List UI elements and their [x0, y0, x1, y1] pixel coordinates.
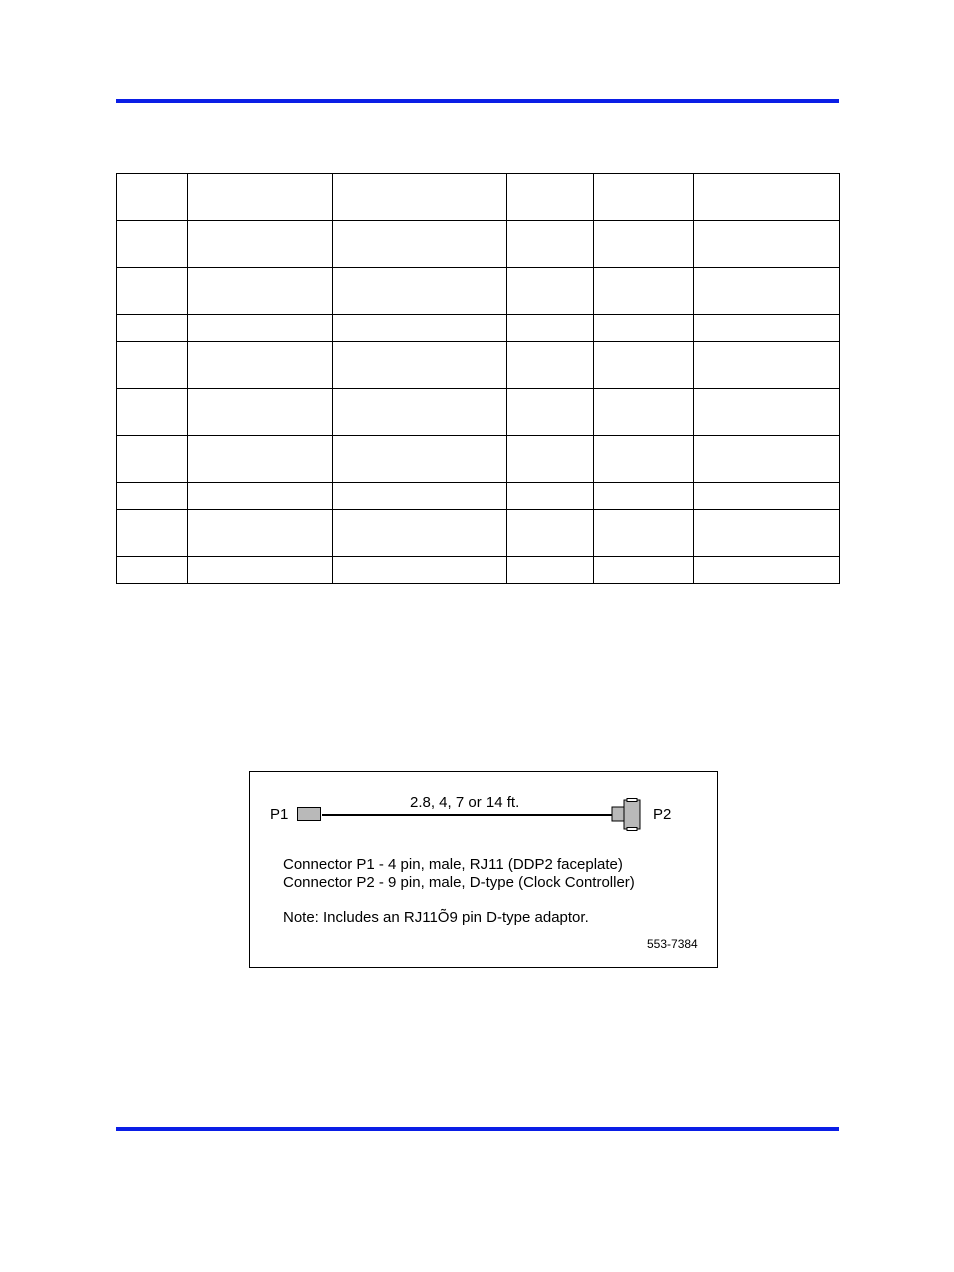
table-cell: [117, 221, 188, 268]
table-cell: [507, 221, 594, 268]
table-cell: [507, 174, 594, 221]
connector-p2-desc: Connector P2 - 9 pin, male, D-type (Clock Controller): [283, 874, 635, 891]
table-row: [117, 342, 840, 389]
table-cell: [117, 510, 188, 557]
table-cell: [694, 174, 840, 221]
table-cell: [117, 389, 188, 436]
table-cell: [594, 483, 694, 510]
table-cell: [507, 436, 594, 483]
table-cell: [117, 268, 188, 315]
table-cell: [333, 221, 507, 268]
table-cell: [188, 342, 333, 389]
p1-label: P1: [270, 806, 289, 823]
table-row: [117, 315, 840, 342]
table-cell: [507, 268, 594, 315]
table-cell: [507, 389, 594, 436]
table-cell: [594, 436, 694, 483]
footer-rule: [116, 1127, 839, 1131]
rj11-connector-icon: [297, 807, 321, 821]
table-cell: [694, 389, 840, 436]
table-cell: [333, 483, 507, 510]
table-row: [117, 557, 840, 584]
table-cell: [117, 342, 188, 389]
table-cell: [333, 389, 507, 436]
table-cell: [507, 483, 594, 510]
table-cell: [694, 483, 840, 510]
table-cell: [594, 268, 694, 315]
table-cell: [188, 510, 333, 557]
table-cell: [594, 221, 694, 268]
table-cell: [507, 510, 594, 557]
table-cell: [694, 315, 840, 342]
table-cell: [333, 315, 507, 342]
table-cell: [694, 510, 840, 557]
table-cell: [188, 174, 333, 221]
table-cell: [333, 510, 507, 557]
table-cell: [188, 268, 333, 315]
table-cell: [333, 268, 507, 315]
table-row: [117, 174, 840, 221]
table-cell: [333, 557, 507, 584]
connector-p1-desc: Connector P1 - 4 pin, male, RJ11 (DDP2 faceplate): [283, 856, 623, 873]
cable-line: [322, 814, 612, 816]
table-row: [117, 436, 840, 483]
table-cell: [117, 557, 188, 584]
table-cell: [594, 510, 694, 557]
table-cell: [594, 315, 694, 342]
data-table: [116, 173, 840, 584]
table-cell: [117, 436, 188, 483]
table-cell: [507, 342, 594, 389]
table-cell: [117, 315, 188, 342]
table-row: [117, 483, 840, 510]
table-cell: [117, 174, 188, 221]
table-cell: [507, 557, 594, 584]
table-cell: [694, 436, 840, 483]
table-cell: [694, 557, 840, 584]
d-type-connector-icon: [610, 798, 644, 832]
table-cell: [594, 389, 694, 436]
table-row: [117, 510, 840, 557]
table-cell: [594, 174, 694, 221]
table-cell: [333, 342, 507, 389]
table-cell: [507, 315, 594, 342]
table-cell: [188, 315, 333, 342]
table-row: [117, 268, 840, 315]
table-cell: [188, 436, 333, 483]
table-cell: [117, 483, 188, 510]
header-rule: [116, 99, 839, 103]
table-cell: [694, 342, 840, 389]
table-row: [117, 221, 840, 268]
table-cell: [333, 436, 507, 483]
table-cell: [188, 557, 333, 584]
table-cell: [694, 268, 840, 315]
table-cell: [188, 483, 333, 510]
table-cell: [333, 174, 507, 221]
table-cell: [594, 557, 694, 584]
table-row: [117, 389, 840, 436]
table-cell: [188, 221, 333, 268]
table-cell: [594, 342, 694, 389]
table-cell: [188, 389, 333, 436]
cable-length-label: 2.8, 4, 7 or 14 ft.: [410, 794, 520, 811]
p2-label: P2: [653, 806, 672, 823]
table-cell: [694, 221, 840, 268]
figure-note: Note: Includes an RJ11Õ9 pin D-type adaptor.: [283, 909, 589, 926]
figure-id: 553-7384: [647, 937, 698, 951]
table-body: [117, 174, 840, 584]
